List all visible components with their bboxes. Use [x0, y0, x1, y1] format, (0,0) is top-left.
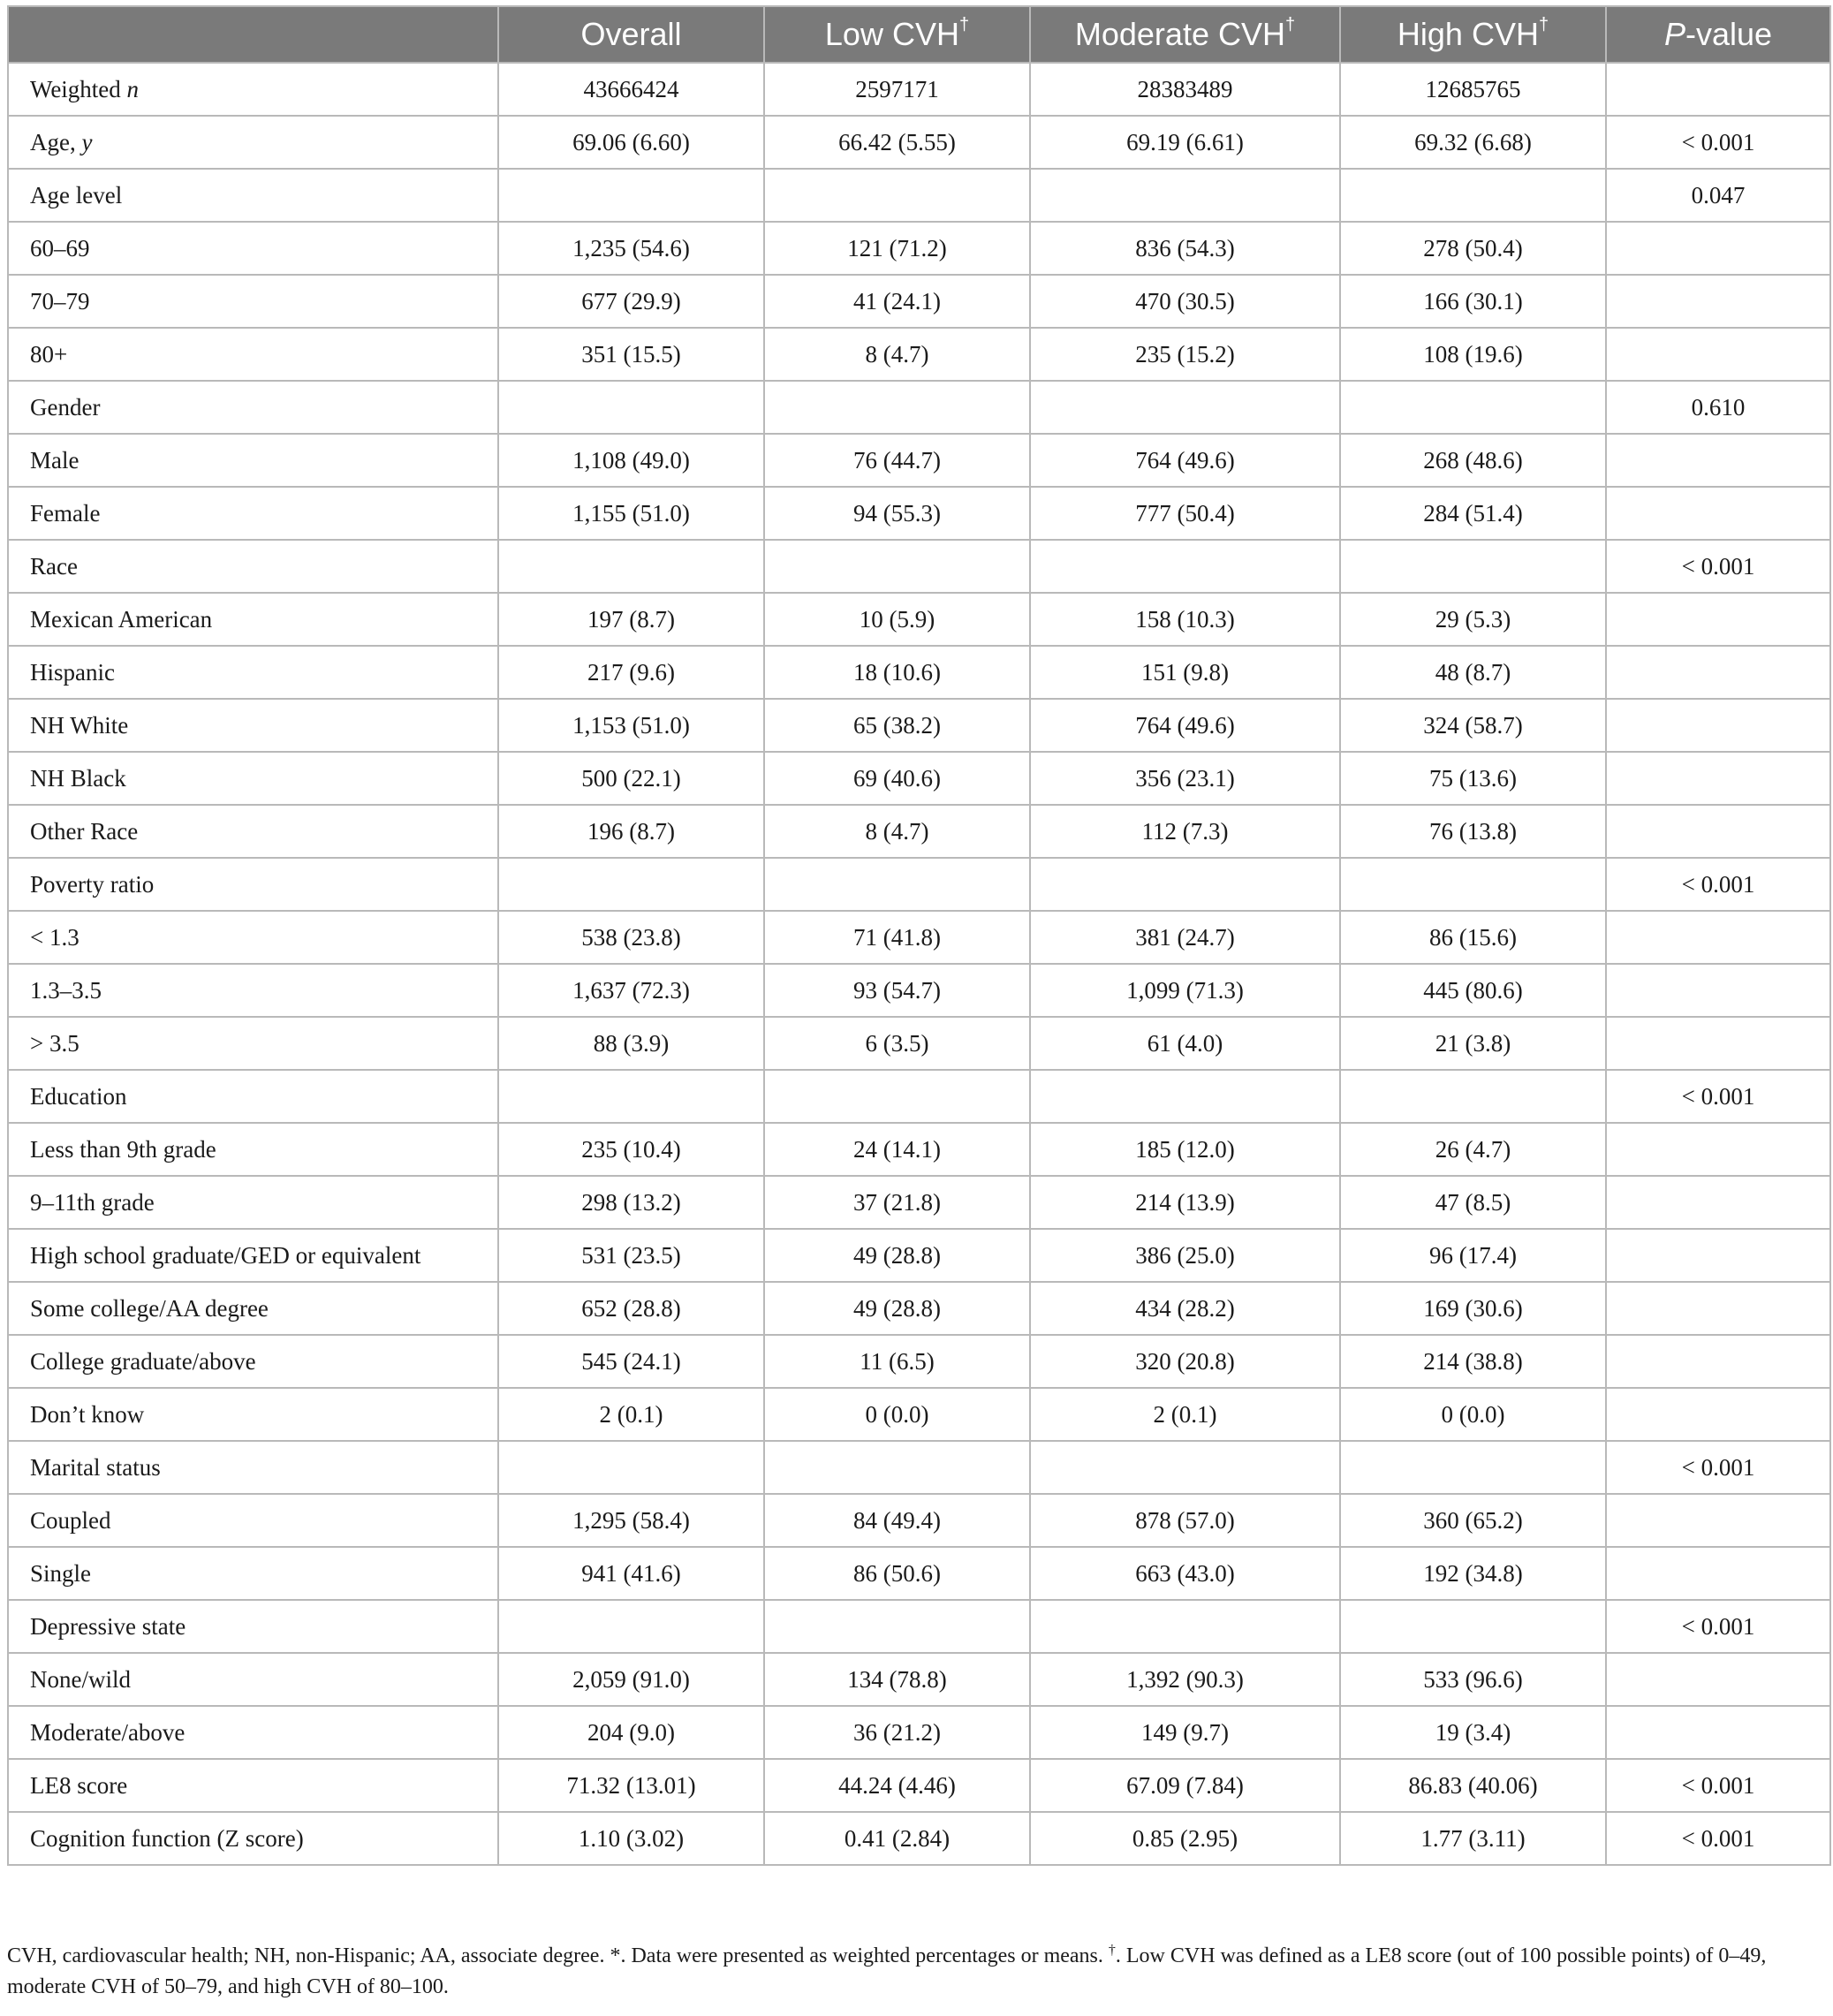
header-low-cvh — [764, 6, 1030, 63]
p-value-cell — [1606, 752, 1830, 805]
moderate-cvh-cell — [1030, 169, 1340, 222]
header-overall-label: Overall — [580, 16, 682, 52]
overall-cell — [498, 858, 764, 911]
low-cvh-cell — [764, 858, 1030, 911]
row-label — [8, 593, 498, 646]
high-cvh-cell: 86.83 (40.06) — [1340, 1759, 1606, 1812]
low-cvh-cell: 11 (6.5) — [764, 1335, 1030, 1388]
moderate-cvh-cell: 470 (30.5) — [1030, 275, 1340, 328]
high-cvh-cell: 26 (4.7) — [1340, 1123, 1606, 1176]
high-cvh-cell: 69.32 (6.68) — [1340, 116, 1606, 169]
overall-cell: 1.10 (3.02) — [498, 1812, 764, 1865]
overall-cell: 1,295 (58.4) — [498, 1494, 764, 1547]
table-row — [8, 1388, 1830, 1441]
overall-cell: 531 (23.5) — [498, 1229, 764, 1282]
row-label-text: Depressive state — [30, 1612, 186, 1640]
p-value-cell: < 0.001 — [1606, 540, 1830, 593]
low-cvh-cell: 37 (21.8) — [764, 1176, 1030, 1229]
high-cvh-cell: 108 (19.6) — [1340, 328, 1606, 381]
table-footnote — [7, 1935, 1829, 2003]
overall-cell: 204 (9.0) — [498, 1706, 764, 1759]
dagger-mark: † — [1284, 15, 1296, 34]
low-cvh-cell — [764, 1600, 1030, 1653]
high-cvh-cell: 192 (34.8) — [1340, 1547, 1606, 1600]
footnote-part2: . Low CVH was defined as a LE8 score (out of 100 possible points) of 0–49, moderate CVH of 50–79, and high CVH of 80–100. — [7, 1944, 1767, 1998]
row-label-text: Mexican American — [30, 605, 213, 633]
row-label — [8, 1335, 498, 1388]
p-value-cell — [1606, 63, 1830, 116]
overall-cell: 1,153 (51.0) — [498, 699, 764, 752]
row-label-text: Weighted — [30, 75, 127, 102]
moderate-cvh-cell: 235 (15.2) — [1030, 328, 1340, 381]
p-value-cell — [1606, 1229, 1830, 1282]
row-label-italic: y — [81, 128, 93, 155]
low-cvh-cell: 44.24 (4.46) — [764, 1759, 1030, 1812]
row-label — [8, 434, 498, 487]
p-value-cell — [1606, 646, 1830, 699]
row-label-text: Gender — [30, 393, 101, 421]
overall-cell — [498, 1600, 764, 1653]
high-cvh-cell: 29 (5.3) — [1340, 593, 1606, 646]
overall-cell: 217 (9.6) — [498, 646, 764, 699]
p-value-cell: 0.610 — [1606, 381, 1830, 434]
high-cvh-cell — [1340, 1441, 1606, 1494]
moderate-cvh-cell: 158 (10.3) — [1030, 593, 1340, 646]
p-value-cell — [1606, 911, 1830, 964]
low-cvh-cell: 8 (4.7) — [764, 328, 1030, 381]
low-cvh-cell: 93 (54.7) — [764, 964, 1030, 1017]
p-value-cell: < 0.001 — [1606, 1812, 1830, 1865]
table-row — [8, 540, 1830, 593]
moderate-cvh-cell: 28383489 — [1030, 63, 1340, 116]
overall-cell — [498, 381, 764, 434]
row-label — [8, 1282, 498, 1335]
low-cvh-cell: 24 (14.1) — [764, 1123, 1030, 1176]
moderate-cvh-cell: 381 (24.7) — [1030, 911, 1340, 964]
row-label-text: Poverty ratio — [30, 870, 155, 898]
overall-cell: 298 (13.2) — [498, 1176, 764, 1229]
row-label-text: Male — [30, 446, 80, 474]
table-row — [8, 116, 1830, 169]
p-value-cell — [1606, 487, 1830, 540]
moderate-cvh-cell: 67.09 (7.84) — [1030, 1759, 1340, 1812]
row-label-text: < 1.3 — [30, 923, 80, 951]
row-label — [8, 1441, 498, 1494]
moderate-cvh-cell: 61 (4.0) — [1030, 1017, 1340, 1070]
row-label-text: Age, — [30, 128, 82, 155]
low-cvh-cell: 76 (44.7) — [764, 434, 1030, 487]
moderate-cvh-cell: 149 (9.7) — [1030, 1706, 1340, 1759]
overall-cell — [498, 1441, 764, 1494]
row-label — [8, 805, 498, 858]
p-value-cell: < 0.001 — [1606, 1070, 1830, 1123]
moderate-cvh-cell: 878 (57.0) — [1030, 1494, 1340, 1547]
overall-cell: 1,108 (49.0) — [498, 434, 764, 487]
moderate-cvh-cell: 777 (50.4) — [1030, 487, 1340, 540]
header-high-cvh-label: High CVH — [1397, 16, 1539, 52]
table-row — [8, 1176, 1830, 1229]
moderate-cvh-cell: 69.19 (6.61) — [1030, 116, 1340, 169]
row-label-text: 9–11th grade — [30, 1188, 155, 1216]
row-label-text: 80+ — [30, 340, 68, 368]
p-value-cell — [1606, 1494, 1830, 1547]
low-cvh-cell: 69 (40.6) — [764, 752, 1030, 805]
row-label-text: Other Race — [30, 817, 139, 845]
row-label — [8, 1229, 498, 1282]
moderate-cvh-cell: 2 (0.1) — [1030, 1388, 1340, 1441]
high-cvh-cell: 445 (80.6) — [1340, 964, 1606, 1017]
table-row — [8, 328, 1830, 381]
low-cvh-cell — [764, 1070, 1030, 1123]
header-overall — [498, 6, 764, 63]
row-label — [8, 1653, 498, 1706]
p-value-cell — [1606, 275, 1830, 328]
footnote-dagger: † — [1108, 1943, 1116, 1958]
row-label — [8, 1706, 498, 1759]
high-cvh-cell: 0 (0.0) — [1340, 1388, 1606, 1441]
row-label — [8, 169, 498, 222]
header-low-cvh-label: Low CVH — [824, 16, 959, 52]
moderate-cvh-cell: 0.85 (2.95) — [1030, 1812, 1340, 1865]
header-high-cvh — [1340, 6, 1606, 63]
table-row — [8, 434, 1830, 487]
table-row — [8, 275, 1830, 328]
row-label — [8, 1123, 498, 1176]
high-cvh-cell — [1340, 1600, 1606, 1653]
moderate-cvh-cell: 112 (7.3) — [1030, 805, 1340, 858]
header-p-italic: P — [1663, 16, 1685, 52]
p-value-cell — [1606, 1123, 1830, 1176]
table-body — [8, 63, 1830, 1865]
high-cvh-cell: 214 (38.8) — [1340, 1335, 1606, 1388]
table-row — [8, 169, 1830, 222]
header-p-value — [1606, 6, 1830, 63]
row-label-text: 60–69 — [30, 234, 90, 261]
low-cvh-cell: 121 (71.2) — [764, 222, 1030, 275]
row-label — [8, 1388, 498, 1441]
moderate-cvh-cell — [1030, 540, 1340, 593]
low-cvh-cell — [764, 1441, 1030, 1494]
table-container — [7, 5, 1829, 1866]
moderate-cvh-cell: 320 (20.8) — [1030, 1335, 1340, 1388]
low-cvh-cell — [764, 381, 1030, 434]
row-label-text: Female — [30, 499, 101, 527]
row-label — [8, 487, 498, 540]
row-label — [8, 116, 498, 169]
row-label-text: 1.3–3.5 — [30, 976, 102, 1004]
table-row — [8, 646, 1830, 699]
p-value-cell — [1606, 593, 1830, 646]
p-value-cell: < 0.001 — [1606, 1759, 1830, 1812]
low-cvh-cell: 0.41 (2.84) — [764, 1812, 1030, 1865]
header-empty — [8, 6, 498, 63]
row-label-text: None/wild — [30, 1665, 131, 1693]
row-label — [8, 1600, 498, 1653]
header-moderate-cvh — [1030, 6, 1340, 63]
table-row — [8, 1547, 1830, 1600]
p-value-cell — [1606, 1282, 1830, 1335]
header-p-rest: -value — [1685, 16, 1773, 52]
row-label-text: Coupled — [30, 1506, 111, 1534]
dagger-mark: † — [958, 15, 970, 34]
footnote-part1: CVH, cardiovascular health; NH, non-Hispanic; AA, associate degree. *. Data were presented as weighted percentages or means. — [7, 1944, 1109, 1967]
overall-cell: 1,155 (51.0) — [498, 487, 764, 540]
high-cvh-cell: 1.77 (3.11) — [1340, 1812, 1606, 1865]
high-cvh-cell — [1340, 1070, 1606, 1123]
overall-cell: 538 (23.8) — [498, 911, 764, 964]
row-label — [8, 1070, 498, 1123]
row-label — [8, 646, 498, 699]
high-cvh-cell — [1340, 169, 1606, 222]
p-value-cell — [1606, 964, 1830, 1017]
overall-cell: 1,637 (72.3) — [498, 964, 764, 1017]
low-cvh-cell — [764, 169, 1030, 222]
overall-cell: 500 (22.1) — [498, 752, 764, 805]
row-label — [8, 858, 498, 911]
row-label-text: NH White — [30, 711, 129, 739]
high-cvh-cell: 47 (8.5) — [1340, 1176, 1606, 1229]
moderate-cvh-cell: 214 (13.9) — [1030, 1176, 1340, 1229]
row-label — [8, 911, 498, 964]
overall-cell: 71.32 (13.01) — [498, 1759, 764, 1812]
table-row — [8, 1335, 1830, 1388]
overall-cell: 351 (15.5) — [498, 328, 764, 381]
moderate-cvh-cell — [1030, 1070, 1340, 1123]
table-row — [8, 1706, 1830, 1759]
p-value-cell — [1606, 1176, 1830, 1229]
table-row — [8, 381, 1830, 434]
row-label-text: Single — [30, 1559, 92, 1587]
row-label-text: Race — [30, 552, 78, 580]
table-row — [8, 699, 1830, 752]
moderate-cvh-cell: 836 (54.3) — [1030, 222, 1340, 275]
p-value-cell — [1606, 1547, 1830, 1600]
table-row — [8, 222, 1830, 275]
low-cvh-cell: 49 (28.8) — [764, 1229, 1030, 1282]
moderate-cvh-cell: 663 (43.0) — [1030, 1547, 1340, 1600]
low-cvh-cell: 134 (78.8) — [764, 1653, 1030, 1706]
p-value-cell: < 0.001 — [1606, 116, 1830, 169]
row-label-text: 70–79 — [30, 287, 90, 315]
high-cvh-cell: 284 (51.4) — [1340, 487, 1606, 540]
high-cvh-cell: 76 (13.8) — [1340, 805, 1606, 858]
table-row — [8, 593, 1830, 646]
row-label — [8, 699, 498, 752]
p-value-cell: < 0.001 — [1606, 1600, 1830, 1653]
moderate-cvh-cell: 386 (25.0) — [1030, 1229, 1340, 1282]
p-value-cell — [1606, 222, 1830, 275]
overall-cell: 545 (24.1) — [498, 1335, 764, 1388]
overall-cell: 235 (10.4) — [498, 1123, 764, 1176]
table-row — [8, 1759, 1830, 1812]
table-row — [8, 858, 1830, 911]
low-cvh-cell: 94 (55.3) — [764, 487, 1030, 540]
moderate-cvh-cell: 764 (49.6) — [1030, 434, 1340, 487]
row-label-text: High school graduate/GED or equivalent — [30, 1241, 421, 1269]
low-cvh-cell — [764, 540, 1030, 593]
row-label — [8, 275, 498, 328]
row-label — [8, 1812, 498, 1865]
high-cvh-cell: 360 (65.2) — [1340, 1494, 1606, 1547]
high-cvh-cell: 19 (3.4) — [1340, 1706, 1606, 1759]
p-value-cell — [1606, 699, 1830, 752]
moderate-cvh-cell: 434 (28.2) — [1030, 1282, 1340, 1335]
moderate-cvh-cell — [1030, 1441, 1340, 1494]
p-value-cell: < 0.001 — [1606, 1441, 1830, 1494]
dagger-mark: † — [1538, 15, 1549, 34]
row-label-text: Marital status — [30, 1453, 161, 1481]
p-value-cell: < 0.001 — [1606, 858, 1830, 911]
table-row — [8, 1123, 1830, 1176]
low-cvh-cell: 66.42 (5.55) — [764, 116, 1030, 169]
table-row — [8, 1600, 1830, 1653]
high-cvh-cell — [1340, 540, 1606, 593]
row-label-text: > 3.5 — [30, 1029, 80, 1057]
row-label — [8, 381, 498, 434]
high-cvh-cell: 324 (58.7) — [1340, 699, 1606, 752]
p-value-cell: 0.047 — [1606, 169, 1830, 222]
moderate-cvh-cell — [1030, 1600, 1340, 1653]
low-cvh-cell: 36 (21.2) — [764, 1706, 1030, 1759]
row-label-text: Cognition function (Z score) — [30, 1824, 304, 1852]
table-row — [8, 1812, 1830, 1865]
overall-cell — [498, 540, 764, 593]
overall-cell: 88 (3.9) — [498, 1017, 764, 1070]
row-label-text: Education — [30, 1082, 127, 1110]
baseline-characteristics-table — [7, 5, 1831, 1866]
overall-cell — [498, 1070, 764, 1123]
low-cvh-cell: 86 (50.6) — [764, 1547, 1030, 1600]
low-cvh-cell: 8 (4.7) — [764, 805, 1030, 858]
table-row — [8, 63, 1830, 116]
p-value-cell — [1606, 1335, 1830, 1388]
p-value-cell — [1606, 1388, 1830, 1441]
high-cvh-cell: 75 (13.6) — [1340, 752, 1606, 805]
row-label-text: Less than 9th grade — [30, 1135, 216, 1163]
row-label — [8, 1759, 498, 1812]
overall-cell — [498, 169, 764, 222]
high-cvh-cell: 533 (96.6) — [1340, 1653, 1606, 1706]
row-label — [8, 63, 498, 116]
moderate-cvh-cell: 151 (9.8) — [1030, 646, 1340, 699]
low-cvh-cell: 18 (10.6) — [764, 646, 1030, 699]
high-cvh-cell: 96 (17.4) — [1340, 1229, 1606, 1282]
moderate-cvh-cell: 185 (12.0) — [1030, 1123, 1340, 1176]
low-cvh-cell: 6 (3.5) — [764, 1017, 1030, 1070]
low-cvh-cell: 2597171 — [764, 63, 1030, 116]
header-moderate-cvh-label: Moderate CVH — [1074, 16, 1285, 52]
p-value-cell — [1606, 1653, 1830, 1706]
table-row — [8, 805, 1830, 858]
table-row — [8, 752, 1830, 805]
row-label — [8, 964, 498, 1017]
overall-cell: 43666424 — [498, 63, 764, 116]
overall-cell: 2 (0.1) — [498, 1388, 764, 1441]
row-label — [8, 752, 498, 805]
table-row — [8, 1653, 1830, 1706]
overall-cell: 2,059 (91.0) — [498, 1653, 764, 1706]
row-label-text: Moderate/above — [30, 1718, 186, 1746]
moderate-cvh-cell — [1030, 858, 1340, 911]
high-cvh-cell: 48 (8.7) — [1340, 646, 1606, 699]
p-value-cell — [1606, 1017, 1830, 1070]
table-row — [8, 911, 1830, 964]
high-cvh-cell: 86 (15.6) — [1340, 911, 1606, 964]
moderate-cvh-cell: 356 (23.1) — [1030, 752, 1340, 805]
row-label-text: NH Black — [30, 764, 126, 792]
high-cvh-cell: 12685765 — [1340, 63, 1606, 116]
p-value-cell — [1606, 1706, 1830, 1759]
row-label-text: LE8 score — [30, 1771, 128, 1799]
row-label-text: Age level — [30, 181, 123, 208]
row-label-text: Some college/AA degree — [30, 1294, 269, 1322]
high-cvh-cell: 278 (50.4) — [1340, 222, 1606, 275]
low-cvh-cell: 10 (5.9) — [764, 593, 1030, 646]
moderate-cvh-cell — [1030, 381, 1340, 434]
moderate-cvh-cell: 764 (49.6) — [1030, 699, 1340, 752]
table-row — [8, 1494, 1830, 1547]
table-row — [8, 1017, 1830, 1070]
overall-cell: 197 (8.7) — [498, 593, 764, 646]
high-cvh-cell: 268 (48.6) — [1340, 434, 1606, 487]
high-cvh-cell: 166 (30.1) — [1340, 275, 1606, 328]
row-label-text: College graduate/above — [30, 1347, 256, 1375]
row-label — [8, 1494, 498, 1547]
p-value-cell — [1606, 805, 1830, 858]
row-label — [8, 222, 498, 275]
low-cvh-cell: 0 (0.0) — [764, 1388, 1030, 1441]
high-cvh-cell — [1340, 858, 1606, 911]
overall-cell: 652 (28.8) — [498, 1282, 764, 1335]
high-cvh-cell: 169 (30.6) — [1340, 1282, 1606, 1335]
header-row — [8, 6, 1830, 63]
table-row — [8, 1229, 1830, 1282]
row-label-text: Hispanic — [30, 658, 115, 686]
high-cvh-cell — [1340, 381, 1606, 434]
p-value-cell — [1606, 434, 1830, 487]
row-label-text: Don’t know — [30, 1400, 145, 1428]
overall-cell: 1,235 (54.6) — [498, 222, 764, 275]
table-row — [8, 964, 1830, 1017]
moderate-cvh-cell: 1,392 (90.3) — [1030, 1653, 1340, 1706]
overall-cell: 677 (29.9) — [498, 275, 764, 328]
table-row — [8, 1282, 1830, 1335]
low-cvh-cell: 41 (24.1) — [764, 275, 1030, 328]
low-cvh-cell: 49 (28.8) — [764, 1282, 1030, 1335]
table-row — [8, 1441, 1830, 1494]
high-cvh-cell: 21 (3.8) — [1340, 1017, 1606, 1070]
table-row — [8, 1070, 1830, 1123]
overall-cell: 941 (41.6) — [498, 1547, 764, 1600]
row-label — [8, 328, 498, 381]
low-cvh-cell: 71 (41.8) — [764, 911, 1030, 964]
row-label — [8, 540, 498, 593]
moderate-cvh-cell: 1,099 (71.3) — [1030, 964, 1340, 1017]
row-label — [8, 1017, 498, 1070]
overall-cell: 196 (8.7) — [498, 805, 764, 858]
row-label-italic: n — [126, 75, 140, 102]
low-cvh-cell: 65 (38.2) — [764, 699, 1030, 752]
p-value-cell — [1606, 328, 1830, 381]
row-label — [8, 1547, 498, 1600]
overall-cell: 69.06 (6.60) — [498, 116, 764, 169]
table-row — [8, 487, 1830, 540]
row-label — [8, 1176, 498, 1229]
low-cvh-cell: 84 (49.4) — [764, 1494, 1030, 1547]
